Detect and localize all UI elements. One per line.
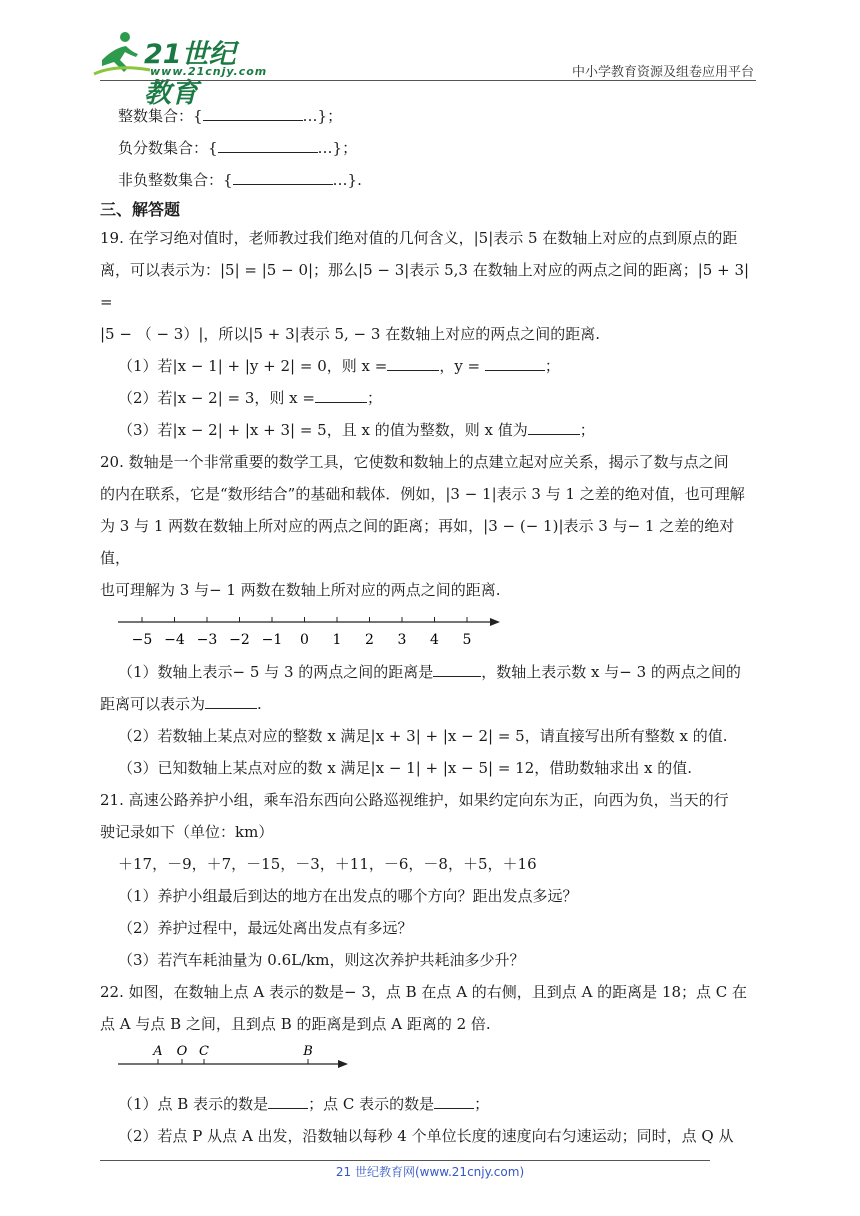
q20-sub-3: （3）已知数轴上某点对应的数 x 满足|x − 1| + |x − 5| = 12，借助数轴求出 x 的值. — [118, 759, 693, 777]
point-label: C — [199, 1044, 209, 1059]
q20-line-4: 也可理解为 3 与− 1 两数在数轴上所对应的两点之间的距离. — [100, 581, 501, 599]
logo-text: 21世纪教育 — [144, 39, 236, 109]
number-line-figure — [118, 610, 760, 650]
question-19 — [100, 222, 760, 446]
q22-line-2: 点 A 与点 B 之间，且到点 B 的距离是到点 A 距离的 2 倍. — [100, 1015, 491, 1033]
q19-line-2: 离，可以表示为：|5| = |5 − 0|；那么|5 − 3|表示 5,3 在数轴上对应的两点之间的距离；|5 + 3| = — [100, 261, 750, 311]
q21-sub-1: （1）养护小组最后到达的地方在出发点的哪个方向？距出发点多远？ — [118, 887, 578, 905]
q21-line-1: 21. 高速公路养护小组，乘车沿东西向公路巡视维护，如果约定向东为正，向西为负，当天的行 — [100, 791, 729, 809]
set-nonnegative-integers: 非负整数集合：{ …}. — [118, 171, 362, 189]
q19-sub-2: （2）若|x − 2| = 3，则 x = ； — [118, 389, 382, 407]
q20-line-1: 20. 数轴是一个非常重要的数学工具，它使数和数轴上的点建立起对应关系，揭示了数与点之间 — [100, 453, 729, 471]
q20-sub-1: （1）数轴上表示− 5 与 3 的两点之间的距离是 ，数轴上表示数 x 与− 3 的两点之间的 — [118, 663, 741, 681]
point-label: O — [176, 1044, 188, 1059]
tick-label: −3 — [196, 632, 218, 648]
q19-line-1: 19. 在学习绝对值时，老师教过我们绝对值的几何含义，|5|表示 5 在数轴上对应的点到原点的距 — [100, 229, 738, 247]
tick-label: 5 — [462, 632, 472, 648]
point-line-figure — [118, 1042, 760, 1082]
point-line-svg — [118, 1042, 368, 1082]
logo-url: www.21cnjy.com — [150, 65, 268, 78]
q20-sub-2: （2）若数轴上某点对应的整数 x 满足|x + 3| + |x − 2| = 5，请直接写出所有整数 x 的值. — [118, 727, 728, 745]
q21-sub-3: （3）若汽车耗油量为 0.6L/km，则这次养护共耗油多少升？ — [118, 951, 525, 969]
set-integers: 整数集合：{ …}； — [118, 107, 343, 125]
point-label: B — [303, 1044, 313, 1059]
page-header — [0, 0, 860, 109]
set-negative-fractions: 负分数集合：{ …}； — [118, 139, 358, 157]
site-logo — [92, 30, 268, 109]
q22-sub-2: （2）若点 P 从点 A 出发，沿数轴以每秒 4 个单位长度的速度向右匀速运动；同时，点 Q 从 — [118, 1127, 734, 1145]
tick-label: −1 — [261, 632, 283, 648]
tick-label: 1 — [332, 632, 342, 648]
question-21 — [100, 784, 760, 976]
q20-line-2: 的内在联系，它是“数形结合”的基础和载体．例如，|3 − 1|表示 3 与 1 之差的绝对值，也可理解 — [100, 485, 745, 503]
question-20 — [100, 446, 760, 784]
q19-sub-3: （3）若|x − 2| + |x + 3| = 5，且 x 的值为整数，则 x 值为 ； — [118, 421, 595, 439]
tick-label: −4 — [164, 632, 185, 648]
tick-label: −5 — [131, 632, 153, 648]
tick-label: 3 — [397, 632, 407, 648]
point-label: A — [153, 1044, 163, 1059]
section-title: 三、解答题 — [100, 200, 181, 219]
q22-sub-1: （1）点 B 表示的数是 ；点 C 表示的数是 ； — [118, 1095, 490, 1113]
q19-sub-1: （1）若|x − 1| + |y + 2| = 0，则 x = ，y = ； — [118, 357, 560, 375]
q20-line-3: 为 3 与 1 两数在数轴上所对应的两点之间的距离；再如，|3 − (− 1)|表示 3 与− 1 之差的绝对值， — [100, 517, 735, 567]
tick-label: 2 — [365, 632, 374, 648]
q21-sub-2: （2）养护过程中，最远处离出发点有多远？ — [118, 919, 413, 937]
axis-arrow-icon — [490, 618, 500, 626]
q20-sub-1-cont: 距离可以表示为 . — [100, 695, 262, 713]
number-line-svg — [118, 610, 518, 650]
q19-line-3: |5 − （ − 3）|，所以|5 + 3|表示 5, − 3 在数轴上对应的两点之间的距离. — [100, 325, 600, 343]
runner-icon — [92, 30, 152, 78]
question-22 — [100, 976, 760, 1152]
q21-driving-record: ＋17，－9，＋7，－15，－3，＋11，－6，－8，＋5，＋16 — [118, 855, 537, 873]
axis-arrow-icon — [338, 1060, 348, 1068]
footer-divider — [100, 1160, 710, 1161]
q21-line-2: 驶记录如下（单位：km） — [100, 823, 274, 841]
tick-label: 0 — [300, 632, 309, 648]
document-body — [100, 100, 760, 1152]
header-platform-text: 中小学教育资源及组卷应用平台 — [571, 65, 754, 80]
header-divider — [100, 80, 756, 81]
q22-line-1: 22. 如图，在数轴上点 A 表示的数是− 3，点 B 在点 A 的右侧，且到点 A 的距离是 18；点 C 在 — [100, 983, 748, 1001]
footer-text: 21 世纪教育网(www.21cnjy.com) — [335, 1165, 525, 1179]
tick-label: 4 — [430, 632, 439, 648]
tick-label: −2 — [229, 632, 250, 648]
